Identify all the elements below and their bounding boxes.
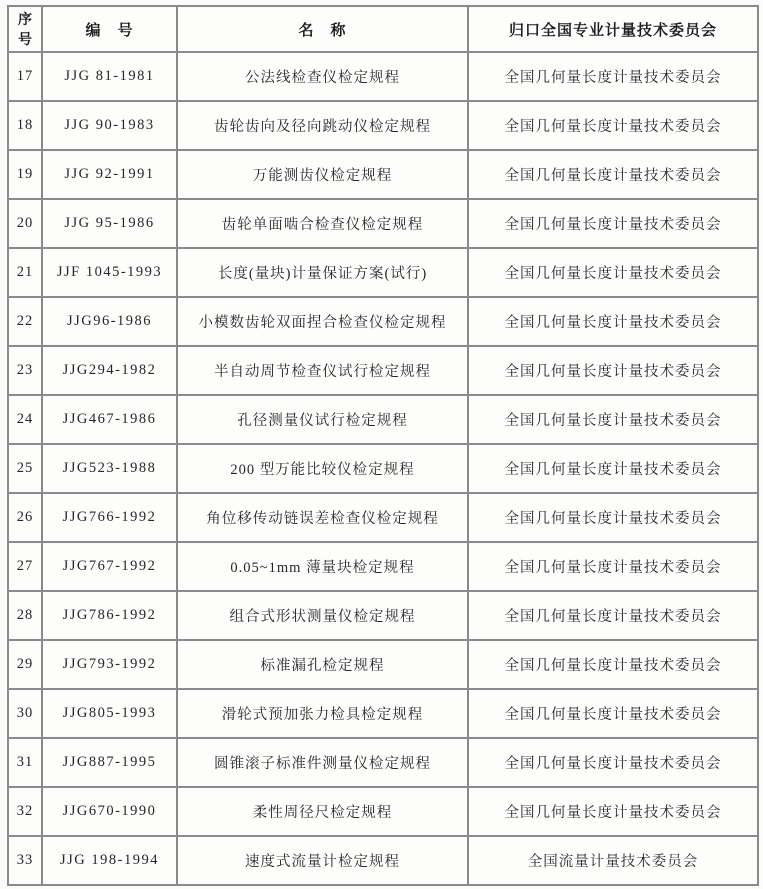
cell-standard-code: JJG 81-1981 xyxy=(42,52,177,101)
cell-committee: 全国几何量长度计量技术委员会 xyxy=(468,395,758,444)
cell-standard-code: JJG 95-1986 xyxy=(42,199,177,248)
table-row xyxy=(8,542,758,591)
cell-committee: 全国几何量长度计量技术委员会 xyxy=(468,199,758,248)
cell-standard-name: 0.05~1mm 薄量块检定规程 xyxy=(177,542,468,591)
table-row xyxy=(8,395,758,444)
cell-committee: 全国几何量长度计量技术委员会 xyxy=(468,787,758,836)
header-cell-name: 名 称 xyxy=(177,6,468,52)
cell-committee: 全国几何量长度计量技术委员会 xyxy=(468,248,758,297)
cell-standard-code: JJG 198-1994 xyxy=(42,836,177,885)
table-row xyxy=(8,199,758,248)
cell-standard-code: JJF 1045-1993 xyxy=(42,248,177,297)
table-row xyxy=(8,591,758,640)
cell-serial-number: 18 xyxy=(8,101,42,150)
cell-standard-code: JJG766-1992 xyxy=(42,493,177,542)
cell-standard-code: JJG767-1992 xyxy=(42,542,177,591)
table-row xyxy=(8,836,758,885)
cell-standard-name: 半自动周节检查仪试行检定规程 xyxy=(177,346,468,395)
header-row xyxy=(8,6,758,52)
cell-serial-number: 25 xyxy=(8,444,42,493)
cell-serial-number: 20 xyxy=(8,199,42,248)
cell-standard-code: JJG523-1988 xyxy=(42,444,177,493)
cell-serial-number: 17 xyxy=(8,52,42,101)
cell-standard-code: JJG887-1995 xyxy=(42,738,177,787)
table-row xyxy=(8,346,758,395)
cell-committee: 全国几何量长度计量技术委员会 xyxy=(468,542,758,591)
table-body xyxy=(8,52,758,885)
cell-standard-name: 万能测齿仪检定规程 xyxy=(177,150,468,199)
cell-standard-code: JJG793-1992 xyxy=(42,640,177,689)
cell-standard-code: JJG805-1993 xyxy=(42,689,177,738)
cell-serial-number: 31 xyxy=(8,738,42,787)
cell-standard-name: 柔性周径尺检定规程 xyxy=(177,787,468,836)
cell-committee: 全国几何量长度计量技术委员会 xyxy=(468,738,758,787)
cell-serial-number: 21 xyxy=(8,248,42,297)
standards-table xyxy=(7,5,759,886)
cell-serial-number: 33 xyxy=(8,836,42,885)
cell-serial-number: 23 xyxy=(8,346,42,395)
cell-committee: 全国几何量长度计量技术委员会 xyxy=(468,52,758,101)
table-row xyxy=(8,689,758,738)
cell-standard-name: 组合式形状测量仪检定规程 xyxy=(177,591,468,640)
cell-standard-code: JJG 90-1983 xyxy=(42,101,177,150)
cell-committee: 全国几何量长度计量技术委员会 xyxy=(468,150,758,199)
cell-standard-name: 角位移传动链误差检查仪检定规程 xyxy=(177,493,468,542)
cell-standard-code: JJG786-1992 xyxy=(42,591,177,640)
cell-standard-code: JJG96-1986 xyxy=(42,297,177,346)
table-row xyxy=(8,787,758,836)
cell-standard-name: 滑轮式预加张力检具检定规程 xyxy=(177,689,468,738)
cell-standard-name: 孔径测量仪试行检定规程 xyxy=(177,395,468,444)
cell-committee: 全国几何量长度计量技术委员会 xyxy=(468,101,758,150)
cell-standard-name: 200 型万能比较仪检定规程 xyxy=(177,444,468,493)
cell-standard-name: 齿轮齿向及径向跳动仪检定规程 xyxy=(177,101,468,150)
cell-serial-number: 26 xyxy=(8,493,42,542)
cell-serial-number: 29 xyxy=(8,640,42,689)
cell-committee: 全国几何量长度计量技术委员会 xyxy=(468,640,758,689)
table-row xyxy=(8,297,758,346)
table-row xyxy=(8,738,758,787)
cell-serial-number: 32 xyxy=(8,787,42,836)
table-row xyxy=(8,640,758,689)
cell-serial-number: 22 xyxy=(8,297,42,346)
table-row xyxy=(8,248,758,297)
table-row xyxy=(8,444,758,493)
header-cell-no: 序号 xyxy=(8,6,42,52)
cell-serial-number: 27 xyxy=(8,542,42,591)
cell-standard-name: 速度式流量计检定规程 xyxy=(177,836,468,885)
table-row xyxy=(8,101,758,150)
cell-standard-code: JJG 92-1991 xyxy=(42,150,177,199)
cell-standard-name: 标准漏孔检定规程 xyxy=(177,640,468,689)
cell-committee: 全国几何量长度计量技术委员会 xyxy=(468,689,758,738)
cell-committee: 全国几何量长度计量技术委员会 xyxy=(468,297,758,346)
cell-committee: 全国几何量长度计量技术委员会 xyxy=(468,591,758,640)
cell-standard-name: 公法线检查仪检定规程 xyxy=(177,52,468,101)
table-header xyxy=(8,6,758,52)
table-row xyxy=(8,150,758,199)
cell-committee: 全国几何量长度计量技术委员会 xyxy=(468,493,758,542)
cell-standard-name: 圆锥滚子标准件测量仪检定规程 xyxy=(177,738,468,787)
table-row xyxy=(8,52,758,101)
cell-committee: 全国几何量长度计量技术委员会 xyxy=(468,444,758,493)
cell-standard-name: 长度(量块)计量保证方案(试行) xyxy=(177,248,468,297)
cell-committee: 全国几何量长度计量技术委员会 xyxy=(468,346,758,395)
cell-committee: 全国流量计量技术委员会 xyxy=(468,836,758,885)
header-cell-committee: 归口全国专业计量技术委员会 xyxy=(468,6,758,52)
cell-serial-number: 30 xyxy=(8,689,42,738)
cell-standard-code: JJG294-1982 xyxy=(42,346,177,395)
cell-standard-code: JJG467-1986 xyxy=(42,395,177,444)
cell-serial-number: 24 xyxy=(8,395,42,444)
cell-serial-number: 28 xyxy=(8,591,42,640)
cell-standard-name: 齿轮单面啮合检查仪检定规程 xyxy=(177,199,468,248)
table-row xyxy=(8,493,758,542)
cell-standard-name: 小模数齿轮双面捏合检查仪检定规程 xyxy=(177,297,468,346)
header-cell-code: 编 号 xyxy=(42,6,177,52)
cell-serial-number: 19 xyxy=(8,150,42,199)
cell-standard-code: JJG670-1990 xyxy=(42,787,177,836)
